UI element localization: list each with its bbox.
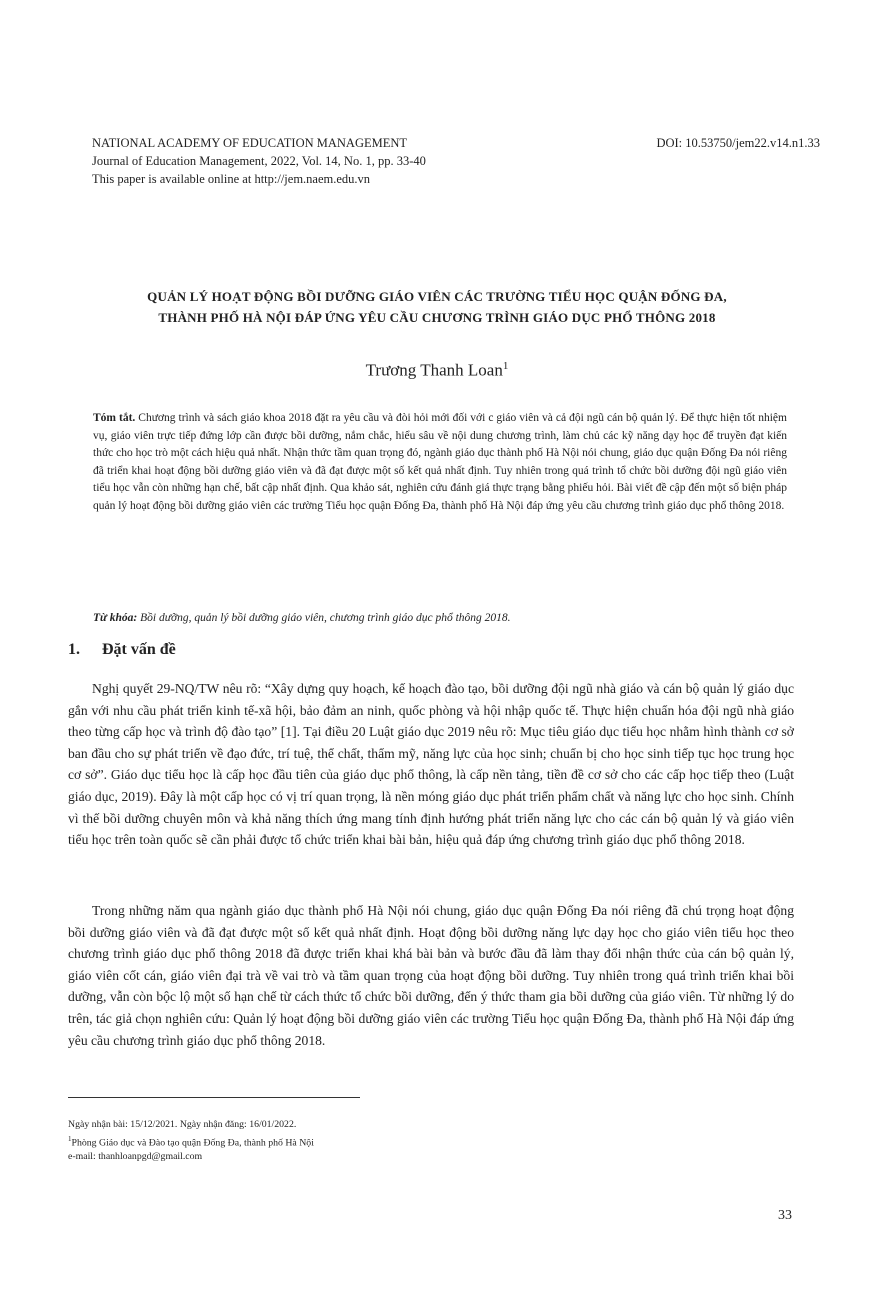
paper-title [70, 286, 804, 328]
paragraph-text: Nghị quyết 29-NQ/TW nêu rõ: “Xây dựng quy hoạch, kế hoạch đào tạo, bồi dưỡng đội ngũ nhà giáo và cán bộ quản lý giáo dục gắn với nhu cầu phát triển kinh tế-xã hội, bảo đảm an ninh, quốc phòng và hội nhập quốc tế. Thực hiện chuẩn hóa đội ngũ nhà giáo theo từng cấp học và trình độ đào tạo” [1]. Tại điều 20 Luật giáo dục 2019 nêu rõ: Mục tiêu giáo dục tiểu học nhằm hình thành cơ sở ban đầu cho sự phát triển về đạo đức, trí tuệ, thể chất, thẩm mỹ, năng lực của học sinh; chuẩn bị cho học sinh tiếp tục học trung học cơ sở”. Giáo dục tiểu học là cấp học đầu tiên của giáo dục phổ thông, là cấp nền tảng, tiền đề cơ sở cho các cấp học tiếp theo (Luật giáo dục, 2019). Đây là một cấp học có vị trí quan trọng, là nền móng giáo dục phát triển phẩm chất và năng lực cho học sinh. Chính vì thế bồi dưỡng chuyên môn và khả năng thích ứng mang tính định hướng phát triển năng lực cho các cán bộ quản lý và giáo viên tiểu học trên toàn quốc sẽ cần phải được tổ chức triển khai bài bản, hiệu quả đáp ứng chương trình giáo dục phổ thông 2018. [68, 681, 794, 848]
availability-note: This paper is available online at http://jem.naem.edu.vn [92, 172, 371, 186]
journal-header [92, 134, 426, 188]
footnote-divider [68, 1097, 360, 1098]
section-heading [68, 641, 176, 659]
author-name: Trương Thanh Loan [365, 360, 503, 380]
footnote-email: e-mail: thanhloanpgd@gmail.com [68, 1151, 203, 1163]
institution-name: NATIONAL ACADEMY OF EDUCATION MANAGEMENT [92, 136, 408, 150]
abstract-label: Tóm tắt. [93, 412, 136, 424]
abstract [93, 410, 787, 515]
footnote-dates: Ngày nhận bài: 15/12/2021. Ngày nhận đăng: 16/01/2022. [68, 1119, 297, 1130]
title-line-1: QUẢN LÝ HOẠT ĐỘNG BỒI DƯỠNG GIÁO VIÊN CÁC TRƯỜNG TIỂU HỌC QUẬN ĐỐNG ĐA, [147, 289, 727, 304]
doi: DOI: 10.53750/jem22.v14.n1.33 [656, 136, 820, 150]
journal-citation: Journal of Education Management, 2022, Vol. 14, No. 1, pp. 33-40 [92, 154, 426, 168]
section-number: 1. [68, 641, 80, 658]
keywords-text: Bồi dưỡng, quản lý bồi dưỡng giáo viên, chương trình giáo dục phổ thông 2018. [140, 612, 511, 624]
footnotes [68, 1118, 314, 1164]
footnote-affiliation-text: Phòng Giáo dục và Đào tạo quận Đống Đa, thành phố Hà Nội [71, 1137, 314, 1149]
author [0, 360, 874, 381]
footnote-affiliation [68, 1132, 314, 1150]
author-affiliation-mark: 1 [502, 360, 509, 372]
footnote-mark: 1 [68, 1135, 72, 1143]
paragraph-2 [68, 900, 794, 1051]
keywords [93, 610, 787, 628]
paragraph-1 [68, 678, 794, 851]
page-number: 33 [778, 1208, 792, 1223]
title-line-2: THÀNH PHỐ HÀ NỘI ĐÁP ỨNG YÊU CẦU CHƯƠNG TRÌNH GIÁO DỤC PHỔ THÔNG 2018 [158, 310, 716, 325]
abstract-text: Chương trình và sách giáo khoa 2018 đặt ra yêu cầu và đòi hỏi mới đối với c giáo viên và cả đội ngũ cán bộ quản lý. Để thực hiện tốt nhiệm vụ, giáo viên trực tiếp đứng lớp cần được bồi dưỡng, nắm chắc, hiểu sâu về nội dung chương trình, làm chủ các kỹ năng dạy học để truyền đạt kiến thức cho học trò một cách hiệu quả nhất. Nhận thức tầm quan trọng đó, ngành giáo dục thành phố Hà Nội nói chung, giáo dục quận Đống Đa nói riêng đã triển khai hoạt động bồi dưỡng giáo viên và đã đạt được một số kết quả nhất định. Tuy nhiên trong quá trình tổ chức bồi dưỡng đội ngũ giáo viên tiểu học vẫn còn những hạn chế, bất cập nhất định. Qua khảo sát, nghiên cứu đánh giá thực trạng bằng phiếu hỏi. Bài viết đề cập đến một số biện pháp quản lý hoạt động bồi dưỡng giáo viên các trường Tiểu học quận Đống Đa, thành phố Hà Nội đáp ứng yêu cầu chương trình giáo dục phổ thông 2018. [93, 412, 787, 512]
section-title: Đặt vấn đề [102, 641, 176, 658]
paragraph-text: Trong những năm qua ngành giáo dục thành phố Hà Nội nói chung, giáo dục quận Đống Đa nói riêng đã chú trọng hoạt động bồi dưỡng giáo viên và đã đạt được một số kết quả nhất định. Hoạt động bồi dưỡng năng lực dạy học cho giáo viên tiểu học theo chương trình giáo dục phổ thông 2018 đã được triển khai khá bài bản và bước đầu đã làm thay đổi nhận thức của cán bộ quản lý, giáo viên cốt cán, giáo viên đại trà về vai trò và tầm quan trọng của hoạt động bồi dưỡng. Tuy nhiên trong quá trình triển khai bồi dưỡng, vẫn còn bộc lộ một số hạn chế từ cách thức tổ chức bồi dưỡng, đến ý thức tham gia bồi dưỡng của giáo viên. Từ những lý do trên, tác giả chọn nghiên cứu: Quản lý hoạt động bồi dưỡng giáo viên các trường Tiểu học quận Đống Đa, thành phố Hà Nội đáp ứng yêu cầu chương trình giáo dục phổ thông 2018. [68, 903, 794, 1048]
keywords-label: Từ khóa: [93, 612, 138, 624]
